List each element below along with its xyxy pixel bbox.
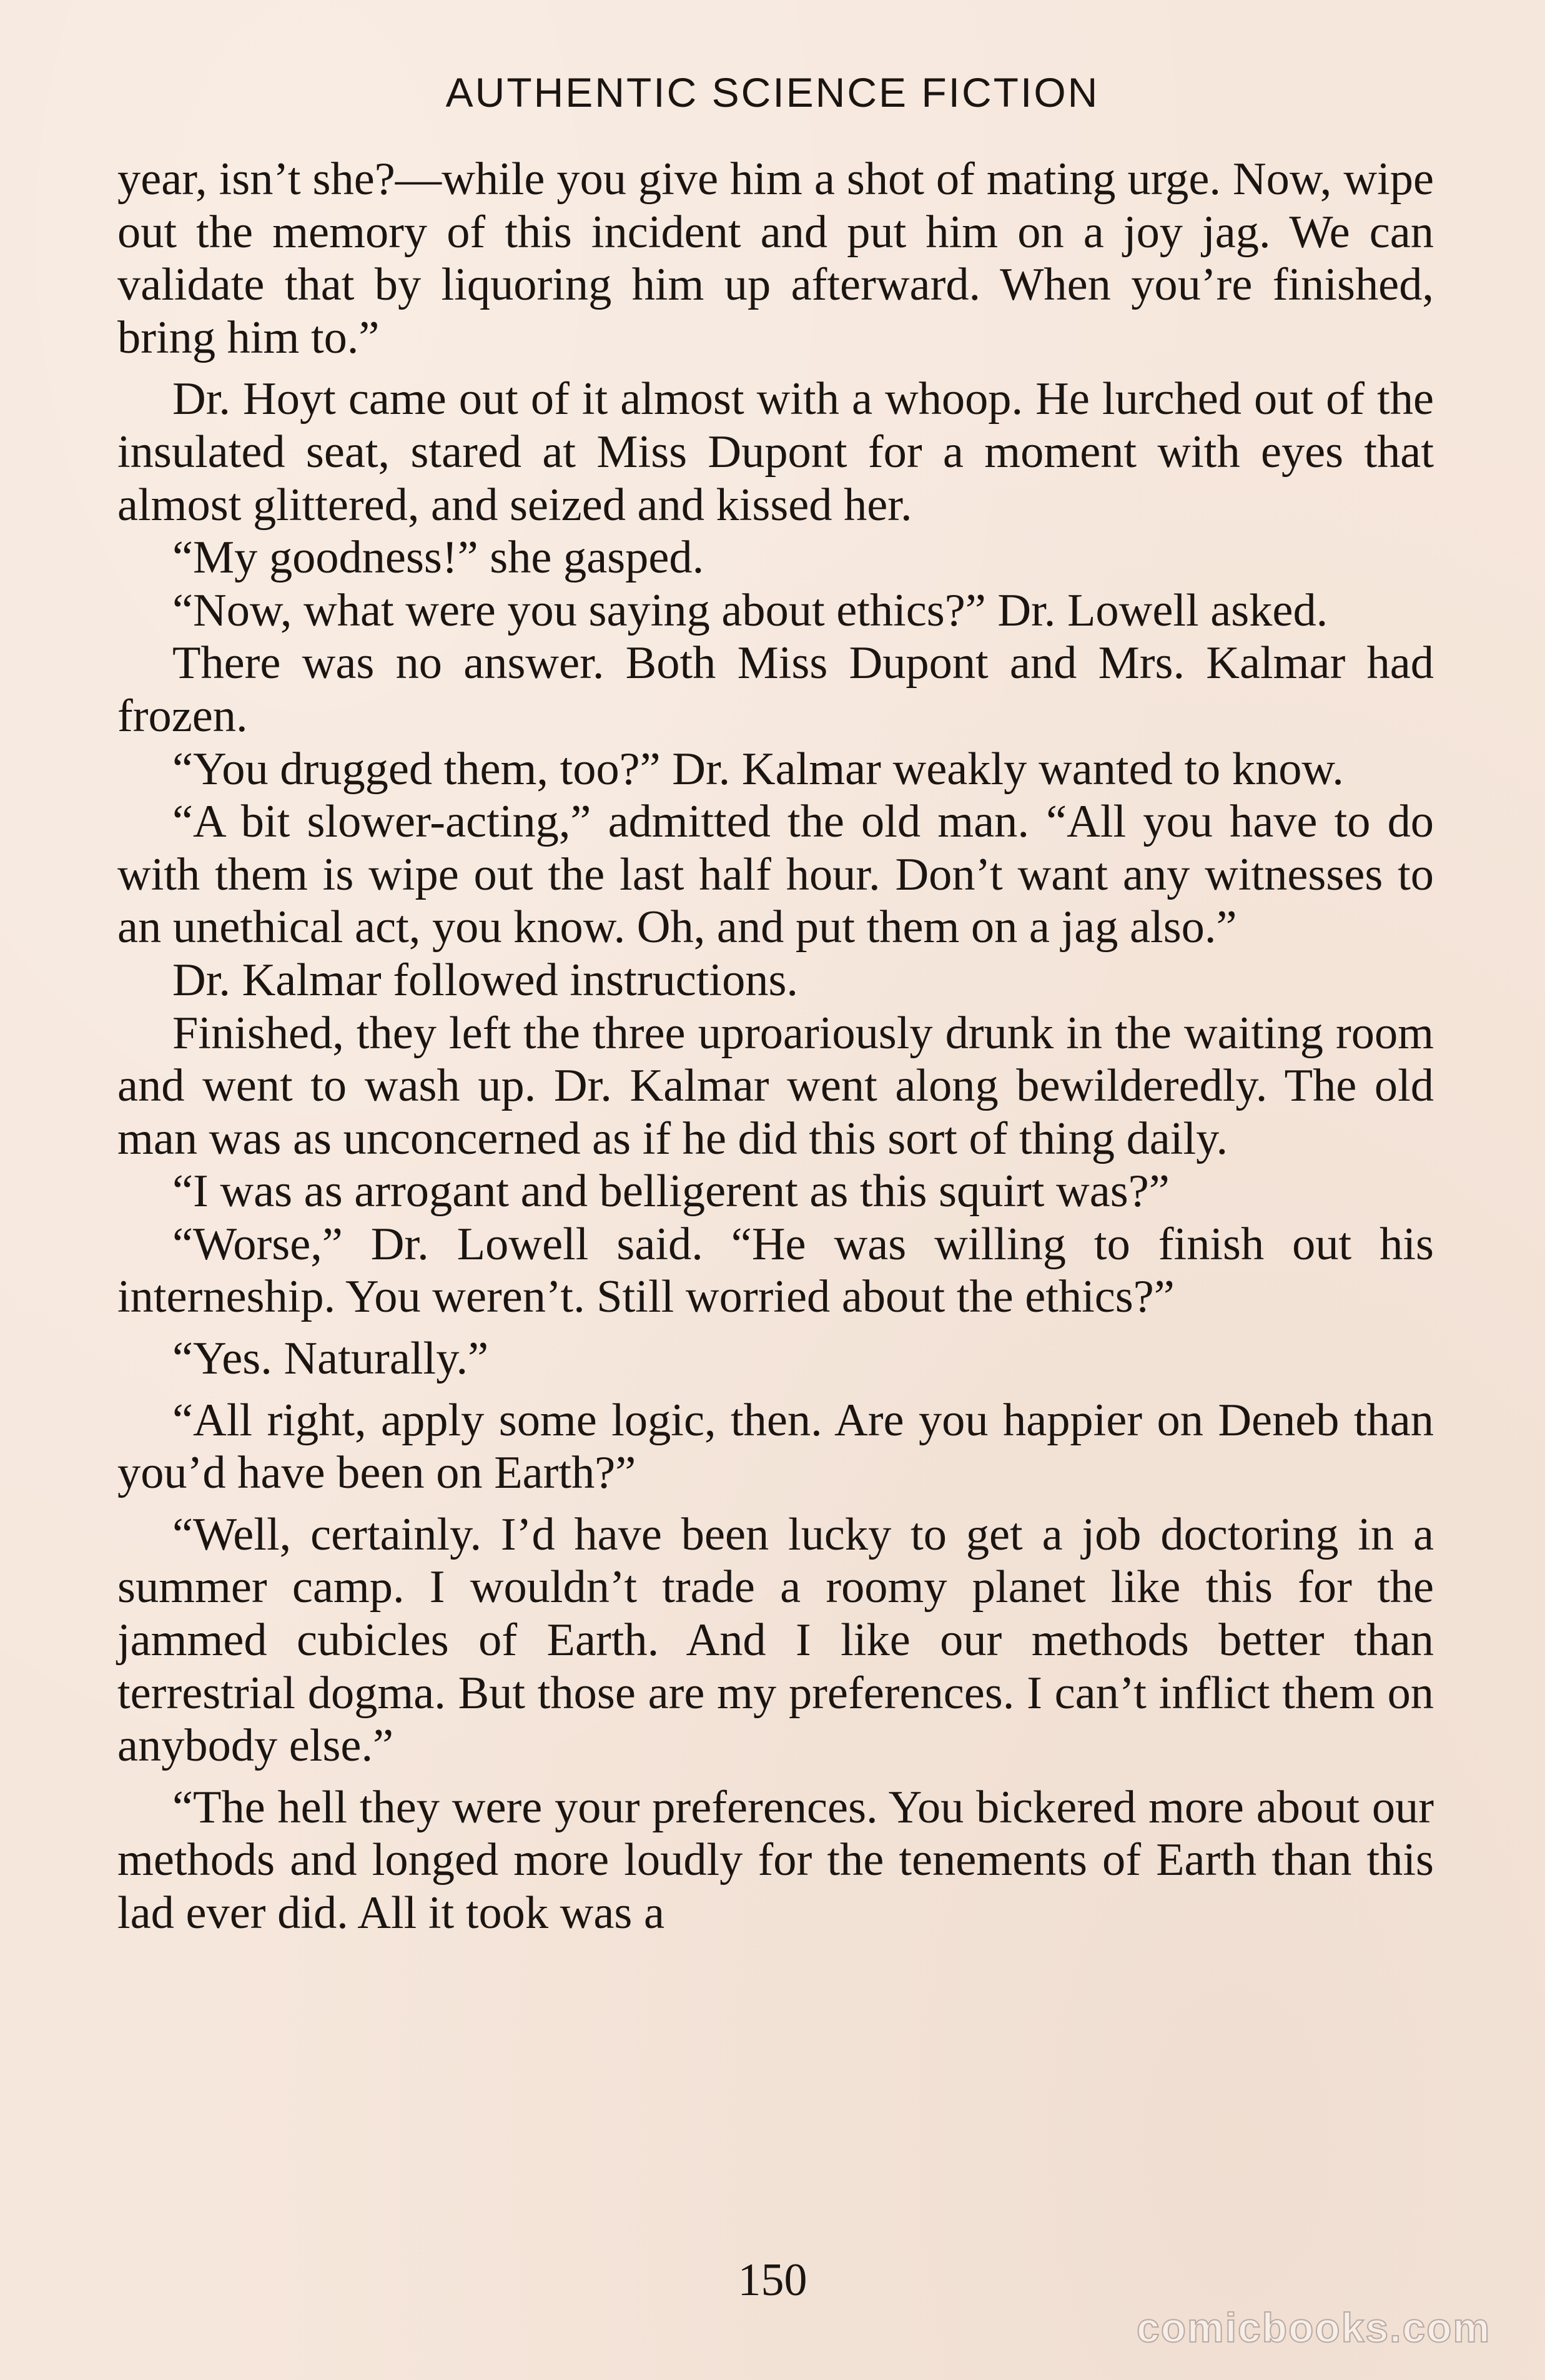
paragraph-6: “You drugged them, too?” Dr. Kalmar weakly wanted to know. (172, 743, 1344, 795)
paragraph-12: “Yes. Naturally.” (172, 1333, 489, 1385)
paragraph-1: year, isn’t she?—while you give him a shot of mating urge. Now, wipe out the memory of this incident and put him on a joy jag. We can validate that by liquoring him up afterward. When you’re finished, bring him to.” (117, 154, 1434, 363)
paragraph-10: “I was as arrogant and belligerent as this squirt was?” (172, 1166, 1170, 1217)
running-head: AUTHENTIC SCIENCE FICTION (445, 69, 1100, 116)
paragraph-2: Dr. Hoyt came out of it almost with a whoop. He lurched out of the insulated seat, stared at Miss Dupont for a moment with eyes that almost glittered, and seized and kissed her. (117, 373, 1434, 531)
watermark: comicbooks.com (1137, 2304, 1491, 2351)
paragraph-14: “Well, certainly. I’d have been lucky to get a job doctoring in a summer camp. I wouldn’t trade a roomy planet like this for the jammed cubicles of Earth. And I like our methods better than terrestrial dogma. But those are my preferences. I can’t inflict them on anybody else.” (117, 1508, 1434, 1772)
paragraph-8: Dr. Kalmar followed instructions. (172, 954, 799, 1006)
paragraph-15: “The hell they were your preferences. You bickered more about our methods and longed more loudly for the tenements of Earth than this lad ever did. All it took was a (117, 1781, 1434, 1939)
paragraph-7: “A bit slower-acting,” admitted the old man. “All you have to do with them is wipe out the last half hour. Don’t want any witnesses to an unethical act, you know. Oh, and put them on a jag also.” (117, 796, 1434, 953)
paragraph-3: “My goodness!” she gasped. (172, 532, 704, 584)
paragraph-9: Finished, they left the three uproariously drunk in the waiting room and went to wash up. Dr. Kalmar went along bewilderedly. The old man was as unconcerned as if he did this sort of thing daily. (117, 1007, 1434, 1164)
paragraph-5: There was no answer. Both Miss Dupont and Mrs. Kalmar had frozen. (117, 637, 1434, 742)
paragraph-13: “All right, apply some logic, then. Are you happier on Deneb than you’d have been on Earth?” (117, 1394, 1434, 1499)
paragraph-11: “Worse,” Dr. Lowell said. “He was willing to finish out his interneship. You weren’t. Still worried about the ethics?” (117, 1218, 1434, 1323)
paragraph-4: “Now, what were you saying about ethics?” Dr. Lowell asked. (172, 584, 1328, 636)
body-text (117, 153, 1434, 1940)
page-number: 150 (738, 2255, 807, 2306)
